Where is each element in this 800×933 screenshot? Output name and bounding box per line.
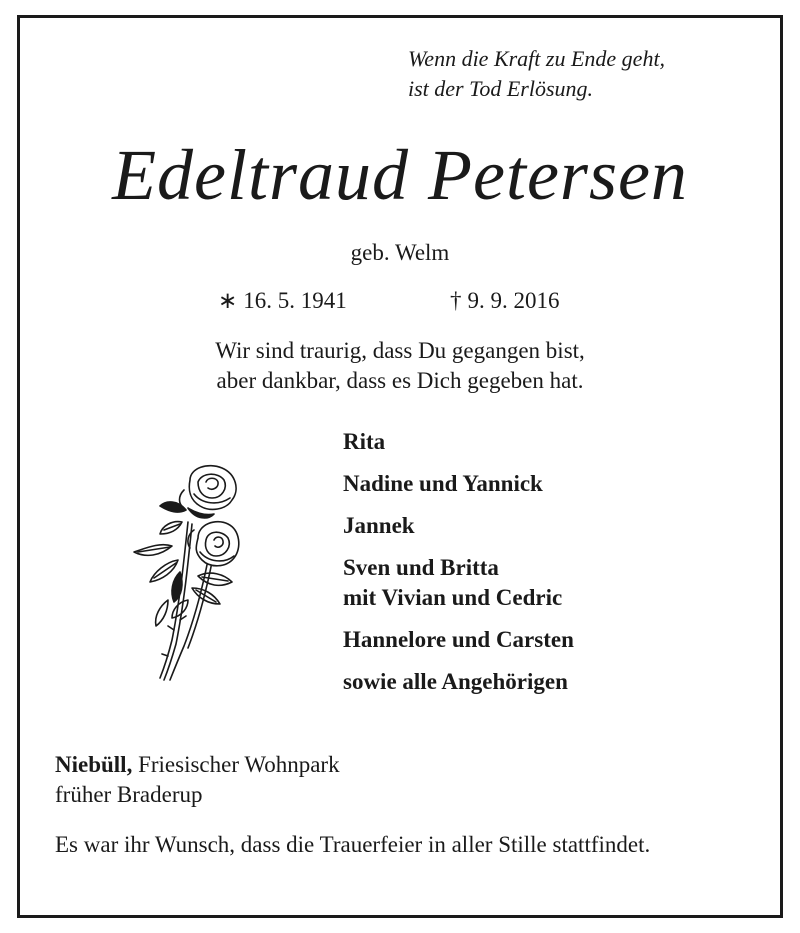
verse-line-1: Wir sind traurig, dass Du gegangen bist,	[215, 338, 585, 363]
death-date-value: 9. 9. 2016	[467, 288, 560, 313]
mourner-entry: Hannelore und Carsten	[343, 627, 574, 652]
mourner-entry: Sven und Britta mit Vivian und Cedric	[343, 555, 563, 610]
mourner-entry: Nadine und Yannick	[343, 471, 543, 496]
motto-line-2: ist der Tod Erlösung.	[408, 76, 594, 101]
birth-date-value: 16. 5. 1941	[243, 288, 347, 313]
verse	[0, 336, 800, 396]
place-former: früher Braderup	[55, 782, 203, 807]
place-line	[55, 750, 755, 780]
place-city: Niebüll,	[55, 752, 133, 777]
place-block	[55, 750, 755, 810]
verse-line-2: aber dankbar, dass es Dich gegeben hat.	[216, 368, 584, 393]
place-residence: Friesischer Wohnpark	[138, 752, 340, 777]
funeral-note: Es war ihr Wunsch, dass die Trauerfeier in aller Stille stattfindet.	[55, 832, 651, 857]
maiden-name: geb. Welm	[350, 240, 450, 265]
mourner-entry: Rita	[343, 429, 386, 454]
birth-date	[218, 286, 347, 316]
mourner-entry: sowie alle Angehörigen	[343, 669, 568, 694]
deceased-name: Edeltraud Petersen	[112, 135, 688, 215]
motto-line-1: Wenn die Kraft zu Ende geht,	[408, 46, 666, 71]
motto	[408, 44, 748, 104]
mourners-list	[343, 427, 763, 709]
birth-symbol: ∗	[218, 288, 238, 313]
death-symbol: †	[450, 288, 462, 313]
rose-icon	[128, 460, 248, 682]
mourner-entry: Jannek	[343, 513, 415, 538]
death-date	[450, 286, 560, 316]
